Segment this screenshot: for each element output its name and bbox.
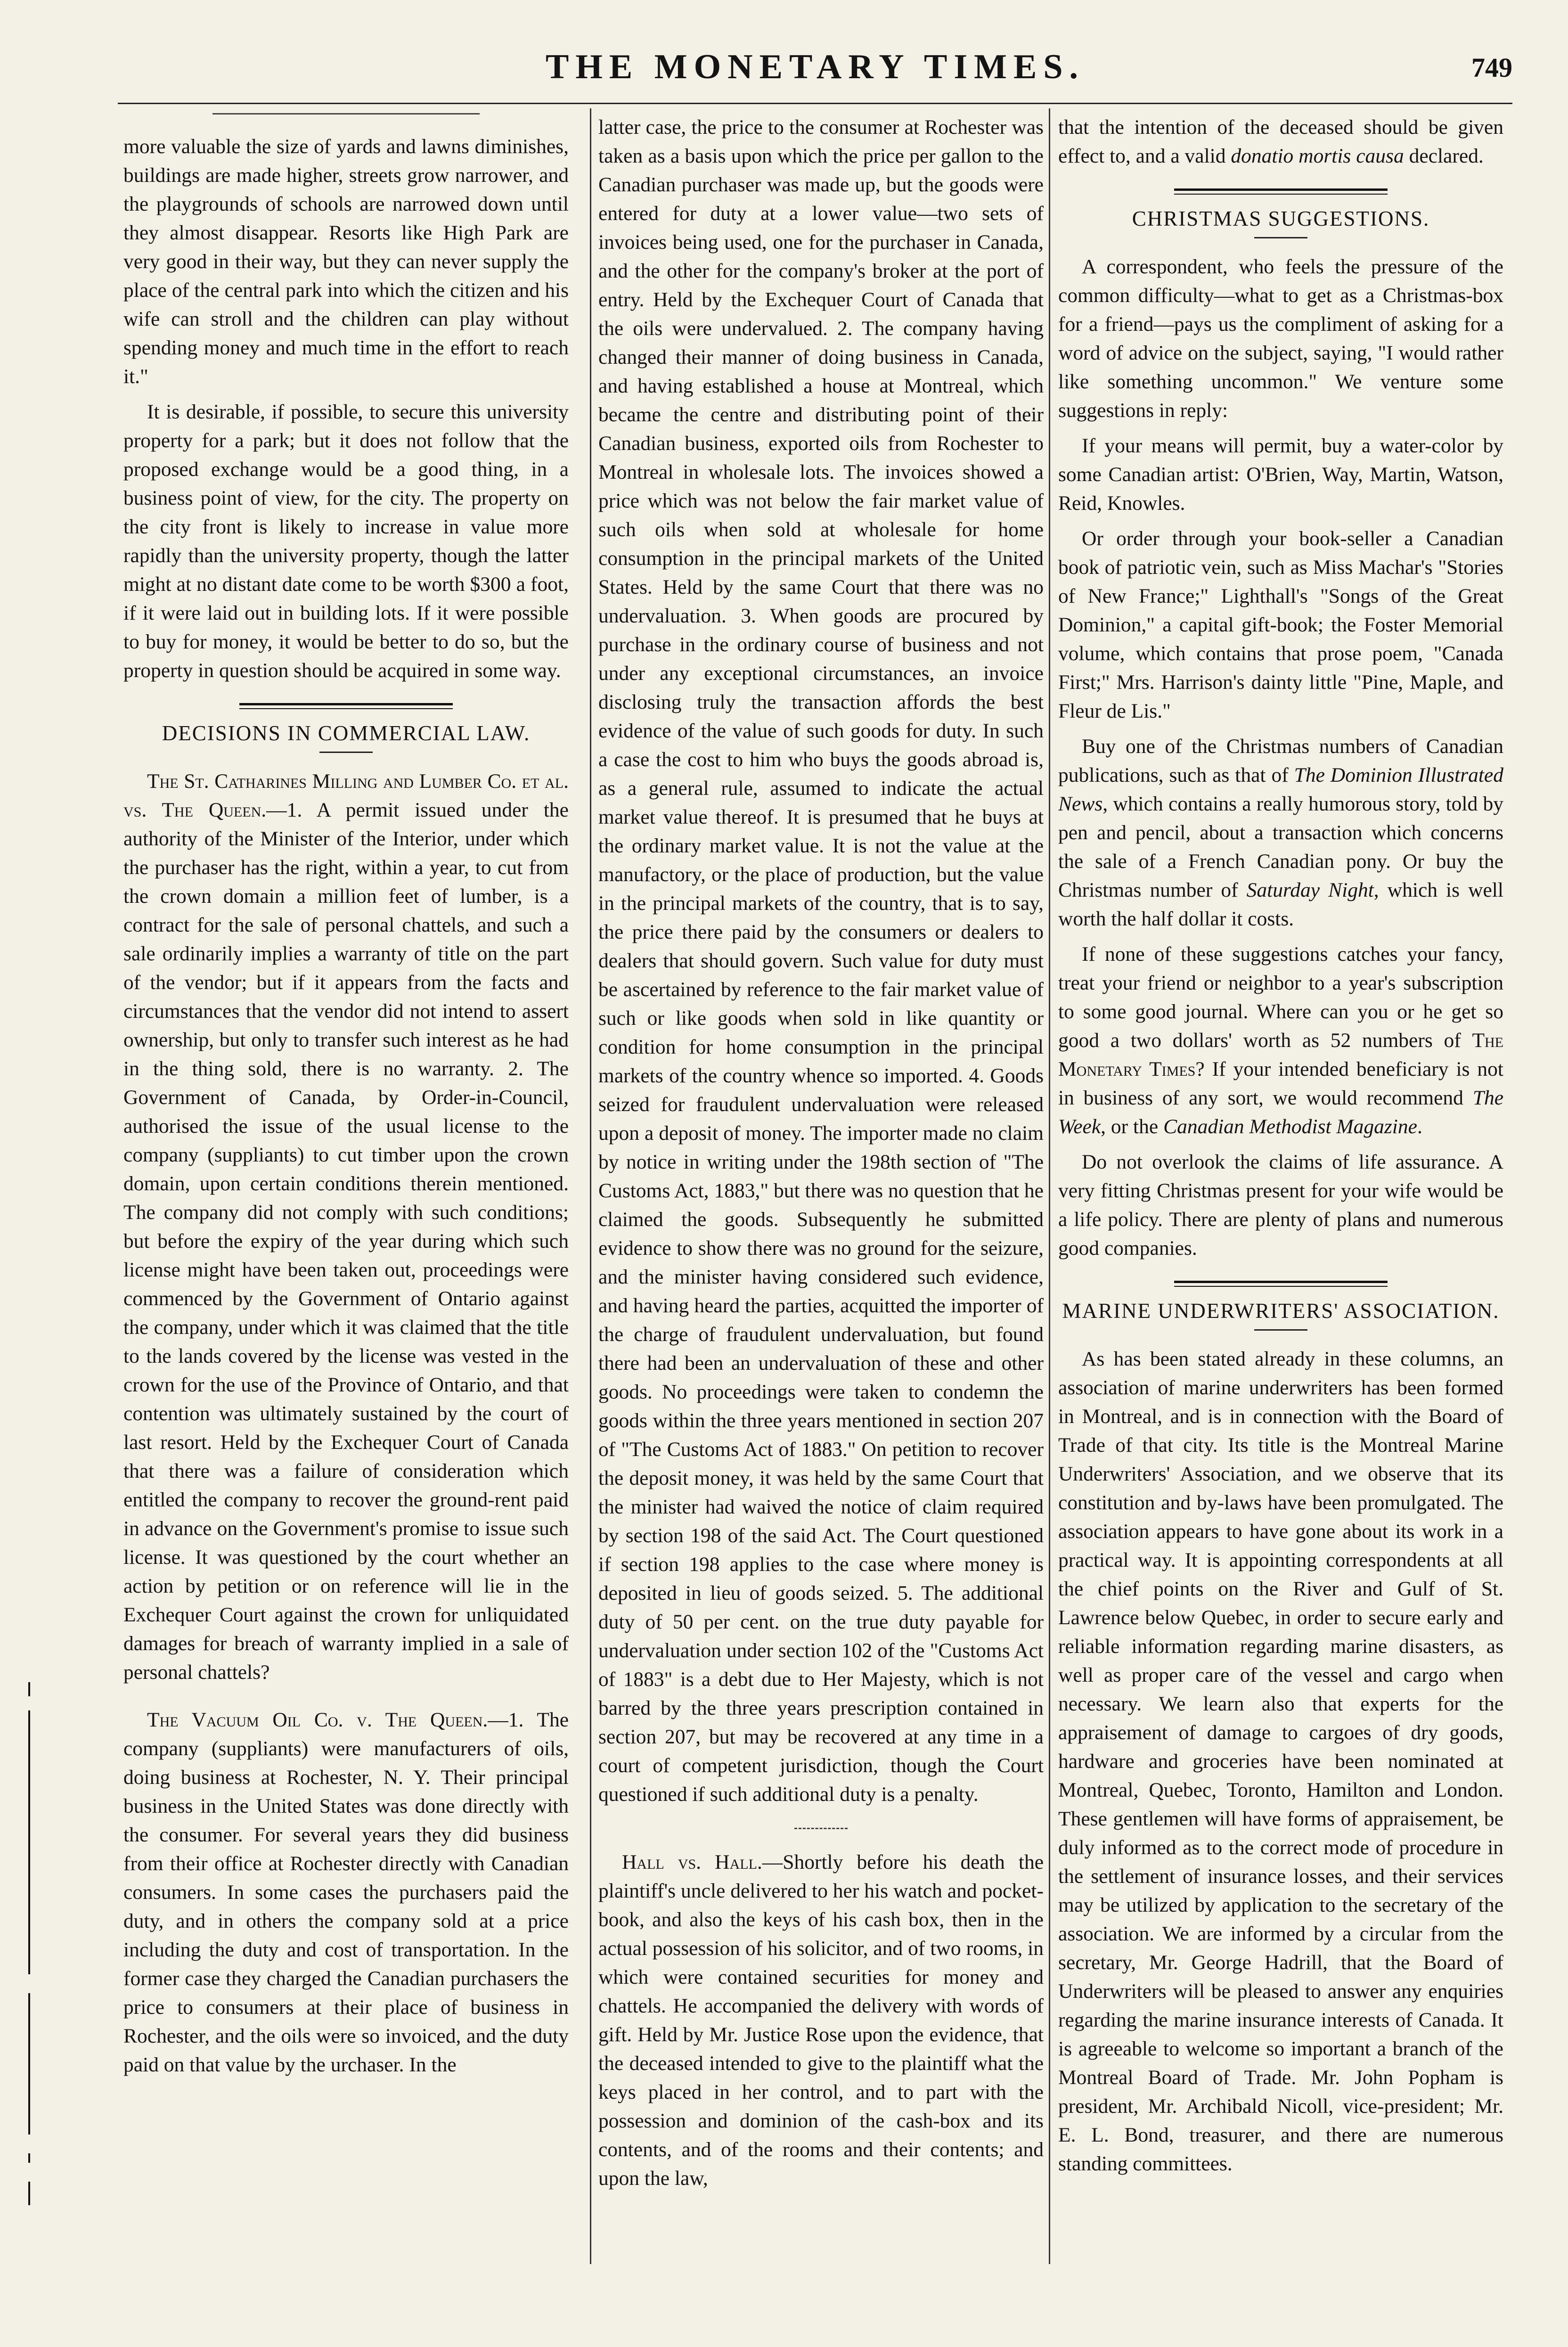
text-run: that the intention of the deceased should be given effect to, and a valid xyxy=(1058,116,1503,167)
text-run: , which contains a really humorous story, told by pen and pencil, about a transaction which concerns the sale of a French Canadian pony. Or buy the Christmas number of xyxy=(1058,793,1503,901)
top-rule xyxy=(212,113,480,129)
italic-text: Canadian Methodist Magazine xyxy=(1163,1115,1417,1138)
italic-text: The Week xyxy=(1058,1087,1503,1138)
masthead-title: THE MONETARY TIMES. xyxy=(546,48,1085,86)
page-number: 749 xyxy=(1471,52,1512,83)
case-paragraph xyxy=(123,1706,569,2079)
text-run: Buy one of the Christmas numbers of Canadian publications, such as that of xyxy=(1058,735,1503,786)
paragraph: Do not overlook the claims of life assurance. A very fitting Christmas present for your wife would be a life policy. There are plenty of plans and numerous good companies. xyxy=(1058,1151,1503,1259)
paragraph: As has been stated already in these columns, an association of marine underwriters has been formed in Montreal, and is in connection with the Board of Trade of that city. Its title is the Montreal Marine Underwriters' Association, and we observe that its constitution and by-laws have been promulgated. The association appears to have gone about its work in a practical way. It is appointing correspondents at all the chief points on the River and Gulf of St. Lawrence below Quebec, in order to secure early and reliable information regarding marine disasters, as well as proper care of the vessel and cargo when necessary. We learn also that experts for the appraisement of damage to cargoes of dry goods, hardware and groceries have been nominated at Montreal, Quebec, Toronto, Hamilton and London. These gentlemen will have forms of appraisement, be duly informed as to the correct mode of procedure in the settlement of insurance losses, and their services may be utilized by application to the secretary of the association. We are informed by a circular from the secretary, Mr. George Hadrill, that the Board of Underwriters will be pleased to answer any enquiries regarding the marine insurance interests of Canada. It is agreeable to welcome so important a branch of the Montreal Board of Trade. Mr. John Popham is president, Mr. Archibald Nicoll, vice-president; Mr. E. L. Bond, treasurer, and there are numerous standing committees. xyxy=(1058,1348,1503,2175)
section-heading: DECISIONS IN COMMERCIAL LAW. xyxy=(162,721,531,745)
paragraph xyxy=(1058,940,1503,1141)
case-paragraph xyxy=(123,767,569,1687)
text-run: , which is well worth the half dollar it costs. xyxy=(1058,879,1503,930)
italic-text: Saturday Night xyxy=(1246,879,1374,901)
text-run: declared. xyxy=(1404,145,1484,167)
column-2 xyxy=(598,113,1044,2262)
paragraph: more valuable the size of yards and lawns diminishes, buildings are made higher, streets grow narrower, and the playgrounds of schools are narrowed down until they almost disappear. Resorts like High Park are very good in their way, but they can never supply the place of the central park into which the citizen and his wife can stroll and the children can play without spending money and much time in the effort to reach it." xyxy=(123,135,569,388)
paragraph xyxy=(1058,113,1503,171)
section-rule xyxy=(239,703,453,709)
case-title: The Vacuum Oil Co. v. The Queen. xyxy=(147,1709,488,1731)
header-rule xyxy=(118,103,1512,104)
paragraph: latter case, the price to the consumer at Rochester was taken as a basis upon which the price per gallon to the Canadian purchaser was made up, but the goods were entered for duty at a lower value—two sets of invoices being used, one for the purchaser in Canada, and the other for the company's broker at the port of entry. Held by the Exchequer Court of Canada that the oils were undervalued. 2. The company having changed their manner of doing business in Canada, and having established a house at Montreal, which became the centre and distributing point of their Canadian business, exported oils from Rochester to Montreal in wholesale lots. The invoices showed a price which was not below the fair market value of such oils when sold at wholesale for home consumption in the principal markets of the United States. Held by the same Court that there was no undervaluation. 3. When goods are procured by purchase in the ordinary course of business and not under any exceptional circumstances, an invoice disclosing truly the transaction affords the best evidence of the value of such goods for duty. In such a case the cost to him who buys the goods abroad is, as a general rule, assumed to indicate the actual market value thereof. It is presumed that he buys at the ordinary market value. It is not the value at the manufactory, or the place of production, but the value in the principal markets of the country, that is to say, the price there paid by the consumers or dealers to dealers that should govern. Such value for duty must be ascertained by reference to the fair market value of such or like goods when sold in like quantity or condition for home consumption in the principal markets of the country whence so imported. 4. Goods seized for fraudulent undervaluation were released upon a deposit of money. The importer made no claim by notice in writing under the 198th section of "The Customs Act, 1883," but there was no question that he claimed the goods. Subsequently he submitted evidence to show there was no ground for the seizure, and the minister having considered such evidence, and having heard the parties, acquitted the importer of the charge of fraudulent undervaluation, but found there had been an undervaluation of these and other goods. No proceedings were taken to condemn the goods within the three years mentioned in section 207 of "The Customs Act of 1883." On petition to recover the deposit money, it was held by the same Court that the minister had waived the notice of claim required by section 198 of the said Act. The Court questioned if section 198 applies to the case where money is deposited in lieu of goods seized. 5. The additional duty of 50 per cent. on the true duty payable for undervaluation under section 102 of the "Customs Act of 1883" is a debt due to Her Majesty, which is not barred by the three years prescription contained in section 207, but may be recovered at any time in a court of competent jurisdiction, though the Court questioned if such additional duty is a penalty. xyxy=(598,116,1044,1806)
case-text: —1. A permit issued under the authority of the Minister of the Interior, under which the purchaser has the right, within a year, to cut from the crown domain a million feet of lumber, is a contract for the sale of personal chattels, and such a sale ordinarily implies a warranty of title on the part of the vendor; but if it appears from the facts and circumstances that the vendor did not intend to assert ownership, but only to transfer such interest as he had in the thing sold, there is no warranty. 2. The Government of Canada, by Order-in-Council, authorised the issue of the usual license to the company (suppliants) to cut timber upon the crown domain, upon certain conditions therein mentioned. The company did not comply with such conditions; but before the expiry of the year during which such license might have been taken out, proceedings were commenced by the Government of Ontario against the company, under which it was claimed that the title to the lands covered by the license was vested in the crown for the use of the Province of Ontario, and that contention was ultimately sustained by the court of last resort. Held by the Exchequer Court of Canada that there was a failure of consideration which entitled the company to recover the ground-rent paid in advance on the Government's promise to issue such license. It was questioned by the court whether an action by petition or on reference will lie in the Exchequer Court against the crown for unliquidated damages for breach of warranty implied in a sale of personal chattels? xyxy=(123,799,569,1684)
section-heading: MARINE UNDERWRITERS' ASSOCIATION. xyxy=(1062,1299,1500,1323)
dashed-rule xyxy=(794,1828,848,1829)
case-text: —Shortly before his death the plaintiff's uncle delivered to her his watch and pocket-book, and also the keys of his cash box, then in the actual possession of his solicitor, and of two rooms, in which were contained securities for money and chattels. He accompanied the delivery with words of gift. Held by Mr. Justice Rose upon the evidence, that the deceased intended to give to the plaintiff what the keys placed in her control, and to part with the possession and dominion of the cash-box and its contents, and of the rooms and their contents; and upon the law, xyxy=(598,1851,1044,2190)
column-1 xyxy=(123,113,569,2262)
column-3 xyxy=(1058,113,1503,2262)
section-rule xyxy=(1174,188,1388,195)
page-header xyxy=(118,42,1512,94)
italic-text: donatio mortis causa xyxy=(1231,145,1404,167)
paragraph: Or order through your book-seller a Canadian book of patriotic vein, such as Miss Machar's "Stories of New France;" Lighthall's "Songs of the Great Dominion," a capital gift-book; the Foster Memorial volume, which contains that prose poem, "Canada First;" Mrs. Harrison's dainty little "Pine, Maple, and Fleur de Lis." xyxy=(1058,527,1503,722)
column-divider xyxy=(1049,108,1050,2264)
italic-text: The Dominion Illustrated News xyxy=(1058,764,1503,815)
case-title: Hall vs. Hall. xyxy=(622,1851,762,1873)
column-divider xyxy=(590,108,591,2264)
paragraph xyxy=(1058,732,1503,933)
paragraph: It is desirable, if possible, to secure this university property for a park; but it does not follow that the proposed exchange would be a good thing, in a business point of view, for the city. The property on the city front is likely to increase in value more rapidly than the university property, though the latter might at no distant date come to be worth $300 a foot, if it were laid out in building lots. If it were possible to buy for money, it would be better to do so, but the property in question should be acquired in some way. xyxy=(123,401,569,682)
small-caps-text: The Monetary Times xyxy=(1058,1029,1503,1080)
text-run: ? If your intended beneficiary is not in business of any sort, we would recommend xyxy=(1058,1058,1503,1109)
case-title: The St. Catharines Milling and Lumber Co. et al. vs. The Queen. xyxy=(123,770,569,821)
paragraph: A correspondent, who feels the pressure of the common difficulty—what to get as a Christmas-box for a friend—pays us the compliment of asking for a word of advice on the subject, saying, "I would rather like something uncommon." We venture some suggestions in reply: xyxy=(1058,255,1503,422)
text-run: . xyxy=(1417,1115,1422,1138)
short-rule xyxy=(1254,237,1307,238)
short-rule xyxy=(319,752,373,753)
case-text: —1. The company (suppliants) were manufacturers of oils, doing business at Rochester, N. Y. Their principal business in the United States was done directly with the consumer. For several years they did business from their office at Rochester directly with Canadian consumers. In some cases the purchasers paid the duty, and in others the company sold at a price including the duty and cost of transportation. In the former case they charged the Canadian purchasers the price to consumers at their place of business in Rochester, and the oils were so invoiced, and the duty paid on that value by the urchaser. In the xyxy=(123,1709,569,2076)
section-rule xyxy=(1174,1281,1388,1287)
text-run: If none of these suggestions catches your fancy, treat your friend or neighbor to a year's subscription to some good journal. Where can you or he get so good a two dollars' worth as 52 numbers of xyxy=(1058,943,1503,1052)
text-run: , or the xyxy=(1101,1115,1164,1138)
short-rule xyxy=(1254,1329,1307,1331)
section-heading: CHRISTMAS SUGGESTIONS. xyxy=(1132,207,1430,230)
case-paragraph xyxy=(598,1848,1044,2193)
paragraph: If your means will permit, buy a water-color by some Canadian artist: O'Brien, Way, Martin, Watson, Reid, Knowles. xyxy=(1058,434,1503,515)
margin-binding-marks xyxy=(26,1682,33,2219)
